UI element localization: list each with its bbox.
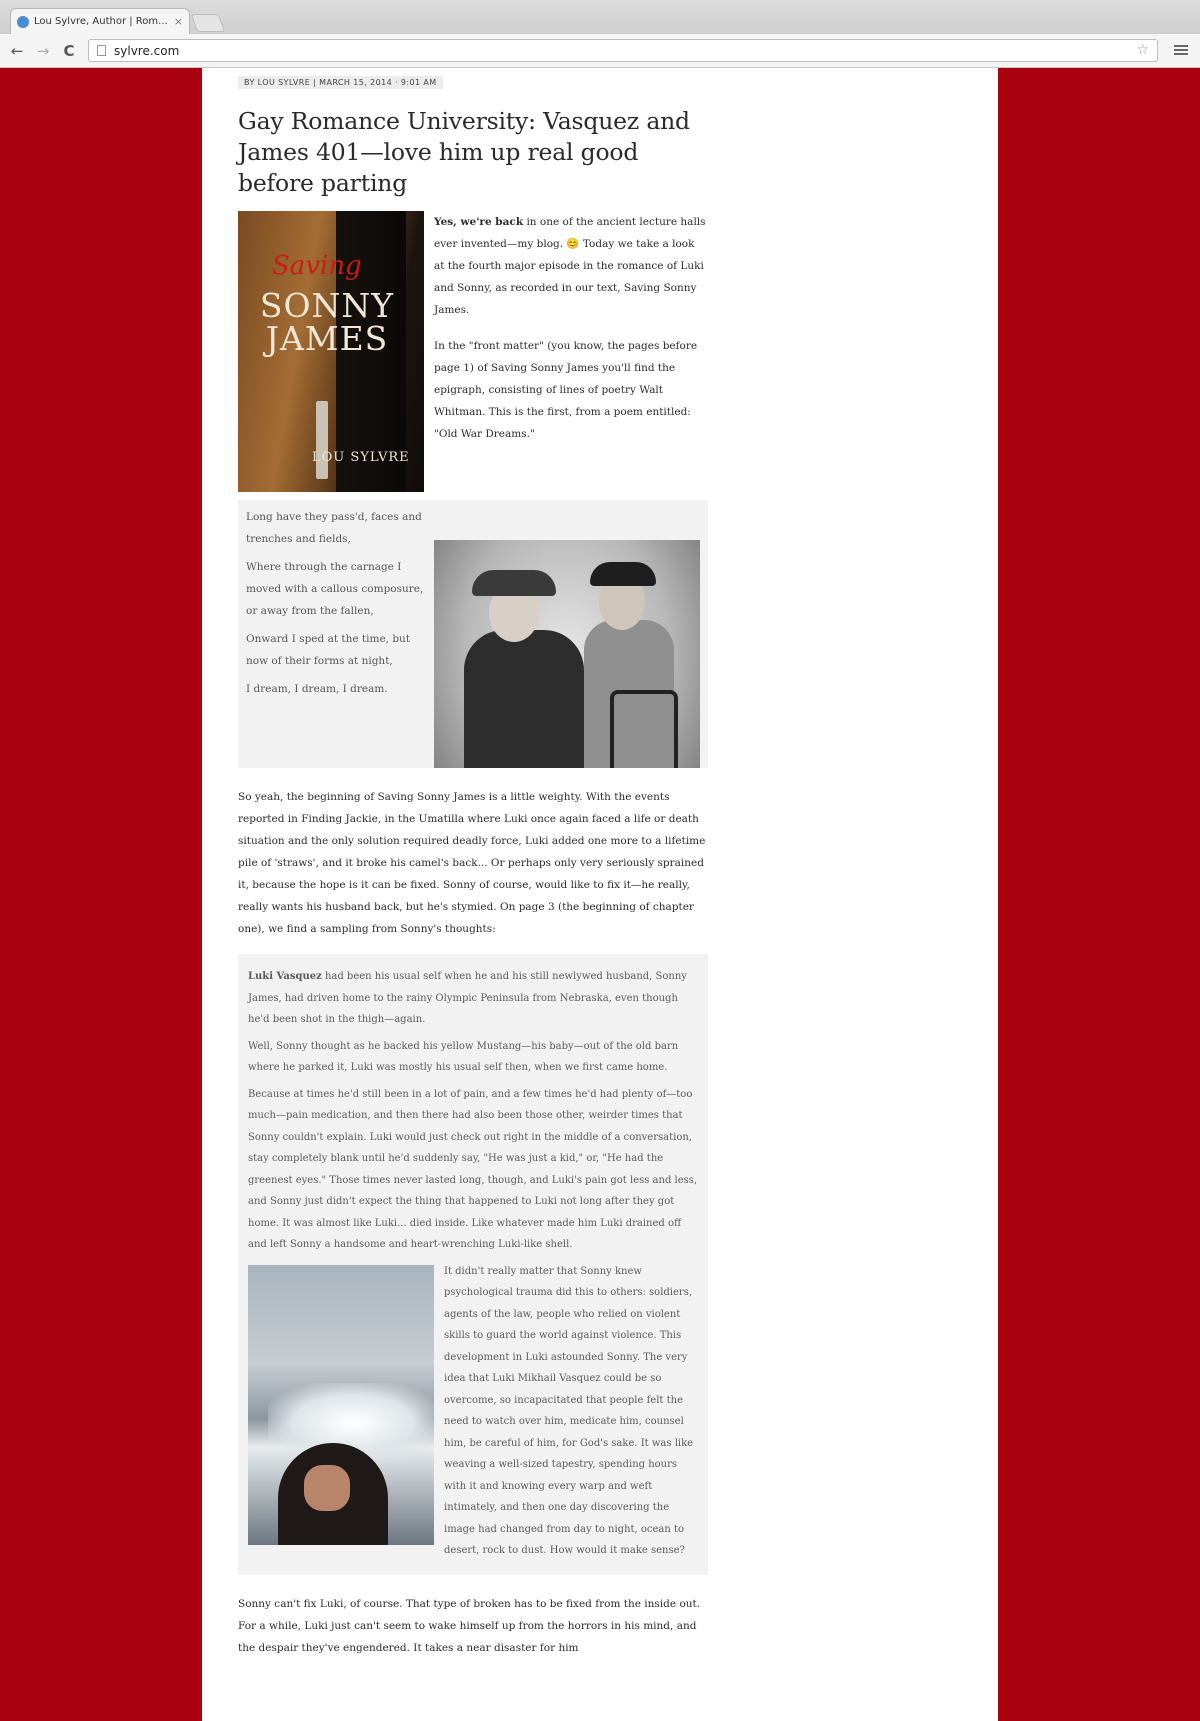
sea-photo[interactable] [248,1265,434,1545]
page-content [202,68,998,1721]
excerpt-paragraph [248,966,698,1031]
whitman-photo[interactable] [434,540,700,768]
excerpt-rest: had been his usual self when he and his still newlywed husband, Sonny James, had driven home to the rainy Olympic Peninsula from Nebraska, even though he'd been shot in the thigh—again. [248,971,687,1025]
excerpt-paragraph: Because at times he'd still been in a lot of pain, and a few times he'd had plenty of—too much—pain medication, and then there had also been those other, weirder times that Sonny couldn't explain. Luki would just check out right in the middle of a conversation, stay completely blank until he'd suddenly say, "He was just a kid," or, "He had the greenest eyes." Those times never lasted long, though, and Luki's pain got less and less, and Sonny just didn't expect the thing that happened to Luki not long after they got home. It was almost like Luki... died inside. Like whatever made him Luki drained off and left Sonny a handsome and heart-wrenching Luki-like shell. [248,1088,698,1250]
cover-author-text: LOU SYLVRE [312,450,410,465]
post-title[interactable]: Gay Romance University: Vasquez and James 401—love him up real good before parting [238,107,690,197]
back-arrow-icon[interactable]: ← [10,42,24,60]
bookmark-star-icon[interactable]: ☆ [1136,42,1149,58]
forward-arrow-icon[interactable]: → [36,42,50,60]
body-paragraph: Sonny can't fix Luki, of course. That type of broken has to be fixed from the inside out. For a while, Luki just can't seem to wake himself up from the horrors in his mind, and the despair they've engendered. It takes a near disaster for him [238,1597,701,1654]
favicon-icon [17,16,29,28]
page-icon [97,45,106,56]
poem-text [246,500,426,700]
book-cover-image[interactable] [238,211,424,492]
poem-line: Long have they pass'd, faces and trenches and fields, [246,511,422,545]
front-matter-paragraph: In the "front matter" (you know, the pages before page 1) of Saving Sonny James you'll find the epigraph, consisting of lines of poetry Walt Whitman. This is the first, from a poem entitled: "Old War Dreams." [434,340,698,440]
article [238,68,708,1673]
closing-section [238,1593,708,1659]
reload-icon[interactable]: C [63,42,75,60]
url-text: sylvre.com [114,43,180,58]
tab-title: Lou Sylvre, Author | Rom... [34,16,168,27]
poem-quote [238,500,708,768]
tab-strip [0,0,1200,34]
excerpt-paragraph: It didn't really matter that Sonny knew psychological trauma did this to others: soldiers, agents of the law, people who relied on violent skills to guard the world against violence. This development in Luki astounded Sonny. The very idea that Luki Mikhail Vasquez could be so overcome, so incapacitated that people felt the need to watch over him, medicate him, counsel him, be careful of him, for God's sake. It was like weaving a well-sized tapestry, spending hours with it and knowing every warp and weft intimately, and then one day discovering the image had changed from day to night, ocean to desert, rock to dust. How would it make sense? [444,1265,694,1556]
body-paragraph: So yeah, the beginning of Saving Sonny James is a little weighty. With the events reported in Finding Jackie, in the Umatilla where Luki once again faced a life or death situation and the only solution required deadly force, Luki added one more to a lifetime pile of 'straws', and it broke his camel's back... Or perhaps only very seriously sprained it, because the hope is it can be fixed. Sonny of course, would like to fix it—he really, really wants his husband back, but he's stymied. On page 3 (the beginning of chapter one), we find a sampling from Sonny's thoughts: [238,791,706,935]
book-excerpt [238,954,708,1575]
intro-lead: Yes, we're back [434,216,524,228]
intro-section [238,211,708,491]
poem-line: I dream, I dream, I dream. [246,683,388,695]
browser-chrome [0,0,1200,68]
intro-rest: in one of the ancient lecture halls ever invented—my blog. 😊 Today we take a look at the fourth major episode in the romance of Luki and Sonny, as recorded in our text, Saving Sonny James. [434,216,706,316]
excerpt-lead: Luki Vasquez [248,971,322,982]
excerpt-paragraph: Well, Sonny thought as he backed his yellow Mustang—his baby—out of the old barn where he parked it, Luki was mostly his usual self then, when we first came home. [248,1040,679,1073]
cover-title-text: SONNY JAMES [259,286,395,358]
browser-toolbar [0,34,1200,68]
post-meta: BY LOU SYLVRE | MARCH 15, 2014 · 9:01 AM [238,76,443,89]
poem-line: Where through the carnage I moved with a callous composure, or away from the fallen, [246,561,424,617]
address-bar[interactable] [88,39,1158,62]
poem-line: Onward I sped at the time, but now of their forms at night, [246,633,411,667]
new-tab-button[interactable] [191,14,226,32]
cover-saving-text: Saving [272,251,362,281]
body-section [238,786,708,940]
menu-icon[interactable] [1174,43,1188,57]
browser-tab[interactable] [10,8,190,34]
close-tab-icon[interactable]: × [173,15,183,28]
